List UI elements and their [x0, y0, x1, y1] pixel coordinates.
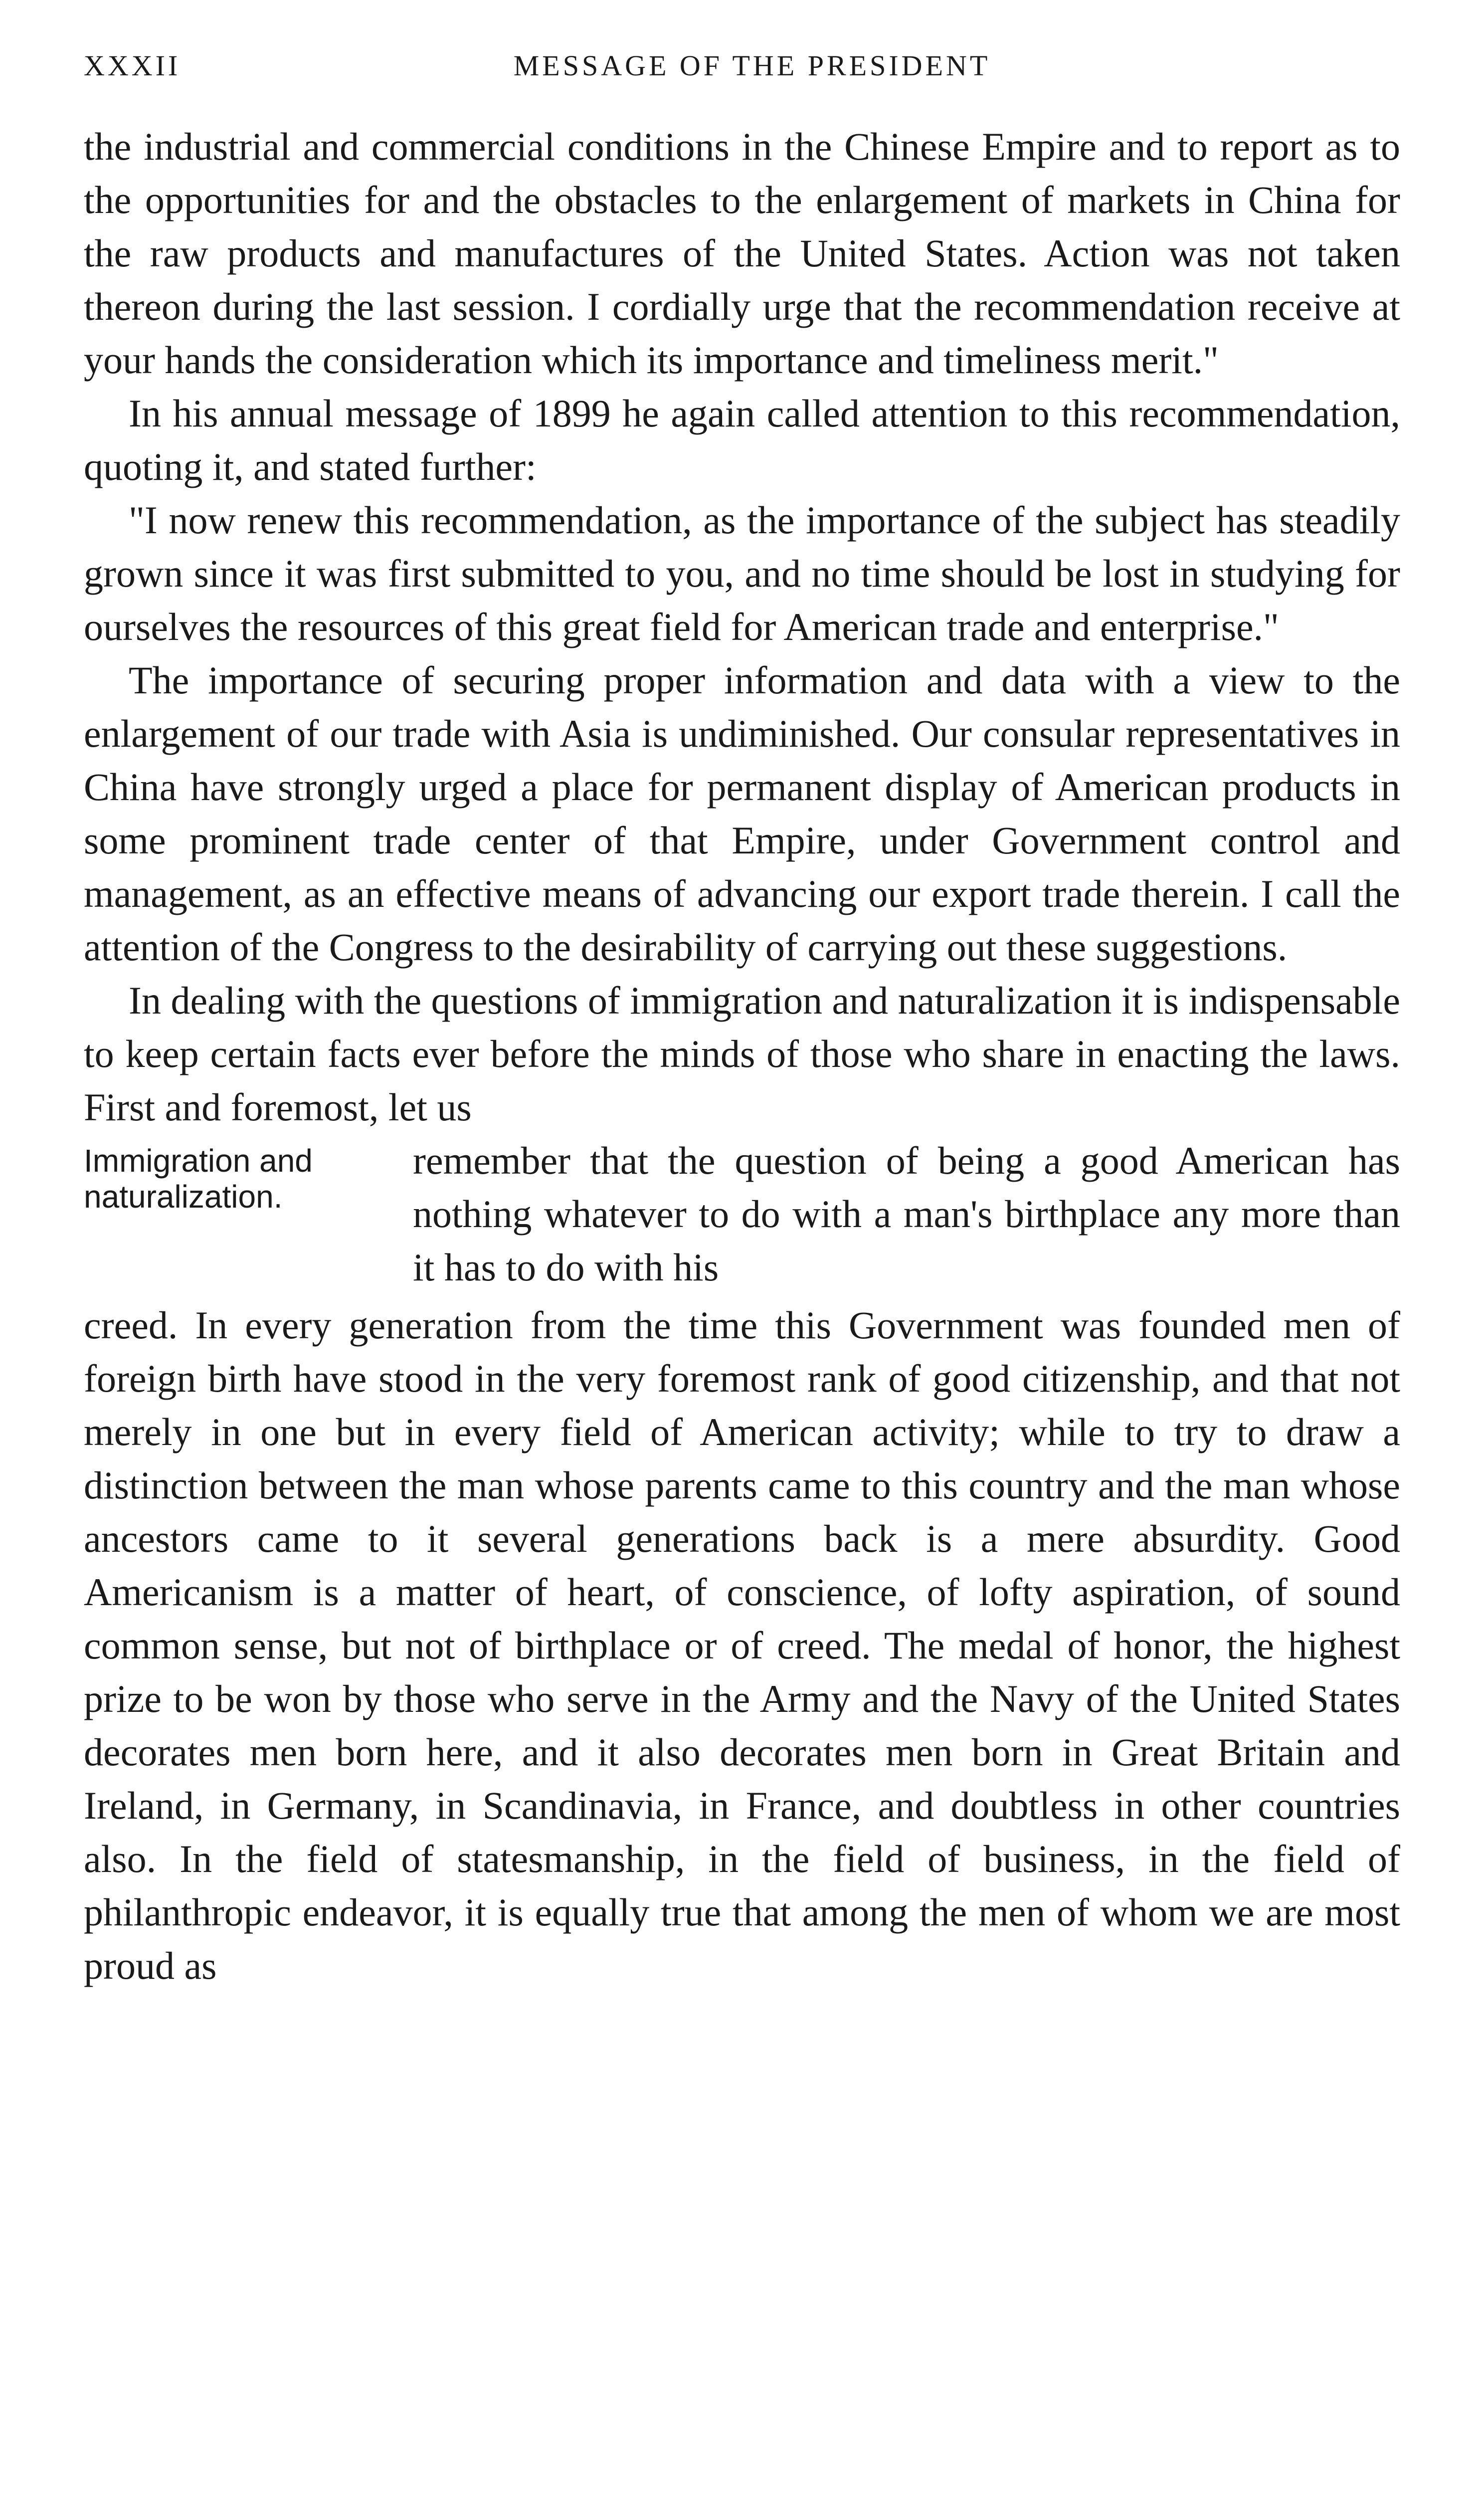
- margin-note-line: Immigration and: [84, 1143, 313, 1179]
- running-head: [84, 46, 1400, 86]
- paragraph-continued: creed. In every generation from the time this Government was founded men of foreign birth have stood in the very foremost rank of good citizenship, and that not merely in one but in every field of American activity; while to try to draw a distinction between the man whose parents came to this country and the man whose ancestors came to it several generations back is a mere absurdity. Good Americanism is a matter of heart, of conscience, of lofty aspiration, of sound common sense, but not of birthplace or of creed. The medal of honor, the highest prize to be won by those who serve in the Army and the Navy of the United States decorates men born here, and it also decorates men born in Great Britain and Ireland, in Germany, in Scandinavia, in France, and doubtless in other countries also. In the field of statesmanship, in the field of business, in the field of philanthropic endeavor, it is equally true that among the men of whom we are most proud as: [84, 1303, 1400, 1987]
- margin-note-line: naturalization.: [84, 1179, 283, 1215]
- paragraph-continued: the industrial and commercial conditions in the Chinese Empire and to report as to the opportunities for and the obstacles to the enlargement of markets in China for the raw products and manufactures of the United States. Action was not taken thereon during the last session. I cordially urge that the recommendation receive at your hands the consideration which its importance and timeliness merit.": [84, 125, 1400, 382]
- body-text: [84, 120, 1400, 1992]
- margin-note: [84, 1134, 413, 1298]
- paragraph: In his annual message of 1899 he again called attention to this recommendation, quoting it, and stated further:: [84, 392, 1400, 488]
- sidenote-block: [84, 1134, 1400, 1294]
- paragraph-beside-note: remember that the question of being a good American has nothing whatever to do with a man's birthplace any more than it has to do with his: [413, 1139, 1400, 1289]
- paragraph: The importance of securing proper information and data with a view to the enlargement of our trade with Asia is undiminished. Our consular representatives in China have strongly urged a place for permanent display of American products in some prominent trade center of that Empire, under Government control and management, as an effective means of advancing our export trade therein. I call the attention of the Congress to the desirability of carrying out these suggestions.: [84, 658, 1400, 969]
- paragraph: In dealing with the questions of immigration and naturalization it is indispensable to keep certain facts ever before the minds of those who share in enacting the laws. First and foremost, let us: [84, 979, 1400, 1129]
- paragraph-quote: "I now renew this recommendation, as the importance of the subject has steadily grown since it was first submitted to you, and no time should be lost in studying for ourselves the resources of this great field for American trade and enterprise.": [84, 498, 1400, 648]
- running-title: MESSAGE OF THE PRESIDENT: [513, 49, 991, 82]
- page-folio: XXXII: [84, 49, 181, 82]
